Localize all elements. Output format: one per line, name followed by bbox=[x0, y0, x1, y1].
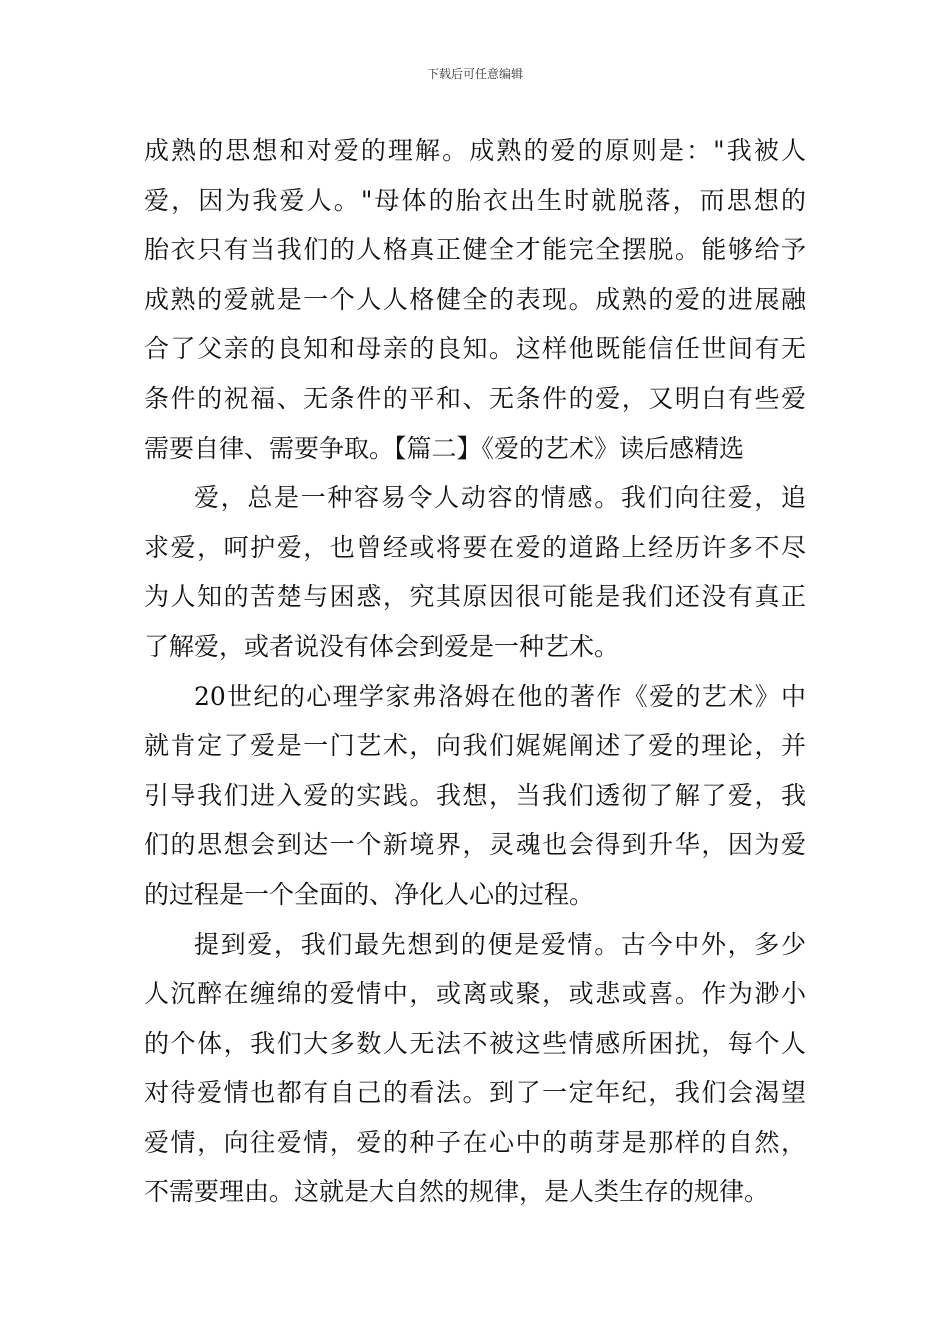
text-line: 了解爱，或者说没有体会到爱是一种艺术。 bbox=[144, 631, 620, 661]
page-header-note: 下载后可任意编辑 bbox=[426, 67, 523, 81]
text-line: 就肯定了爱是一门艺术，向我们娓娓阐述了爱的理论，并 bbox=[144, 731, 806, 761]
text-line: 爱，因为我爱人。"母体的胎衣出生时就脱落，而思想的 bbox=[144, 185, 806, 215]
text-line: 不需要理由。这就是大自然的规律，是人类生存的规律。 bbox=[144, 1177, 770, 1207]
paragraph-4 bbox=[144, 920, 806, 1218]
text-line: 引导我们进入爱的实践。我想，当我们透彻了解了爱，我 bbox=[144, 780, 806, 810]
text-line: 需要自律、需要争取。【篇二】《爱的艺术》读后感精选 bbox=[144, 433, 745, 463]
text-line: 对待爱情也都有自己的看法。到了一定年纪，我们会渴望 bbox=[144, 1078, 806, 1108]
text-line: 的过程是一个全面的、净化人心的过程。 bbox=[144, 879, 595, 909]
text-line: 合了父亲的良知和母亲的良知。这样他既能信任世间有无 bbox=[144, 334, 806, 364]
text-line: 成熟的思想和对爱的理解。成熟的爱的原则是："我被人 bbox=[144, 136, 806, 165]
text-line: 爱，总是一种容易令人动容的情感。我们向往爱，追 bbox=[194, 483, 806, 513]
text-line: 的个体，我们大多数人无法不被这些情感所困扰，每个人 bbox=[144, 1028, 806, 1058]
text-line: 条件的祝福、无条件的平和、无条件的爱，又明白有些爱 bbox=[144, 383, 806, 413]
text-line: 为人知的苦楚与困惑，究其原因很可能是我们还没有真正 bbox=[144, 582, 806, 612]
text-line: 胎衣只有当我们的人格真正健全才能完全摆脱。能够给予 bbox=[144, 235, 806, 265]
paragraph-3 bbox=[144, 672, 806, 920]
text-line: 求爱，呵护爱，也曾经或将要在爱的道路上经历许多不尽 bbox=[144, 532, 806, 562]
document-body bbox=[144, 126, 806, 1217]
paragraph-1 bbox=[144, 126, 806, 473]
text-line: 成熟的爱就是一个人人格健全的表现。成熟的爱的进展融 bbox=[144, 284, 806, 314]
text-line: 提到爱，我们最先想到的便是爱情。古今中外，多少 bbox=[194, 929, 806, 959]
text-line: 人沉醉在缠绵的爱情中，或离或聚，或悲或喜。作为渺小 bbox=[144, 979, 806, 1009]
text-line: 们的思想会到达一个新境界，灵魂也会得到升华，因为爱 bbox=[144, 830, 806, 860]
paragraph-2 bbox=[144, 473, 806, 671]
text-line: 爱情，向往爱情，爱的种子在心中的萌芽是那样的自然， bbox=[144, 1127, 806, 1157]
text-line: 20世纪的心理学家弗洛姆在他的著作《爱的艺术》中 bbox=[194, 681, 806, 711]
